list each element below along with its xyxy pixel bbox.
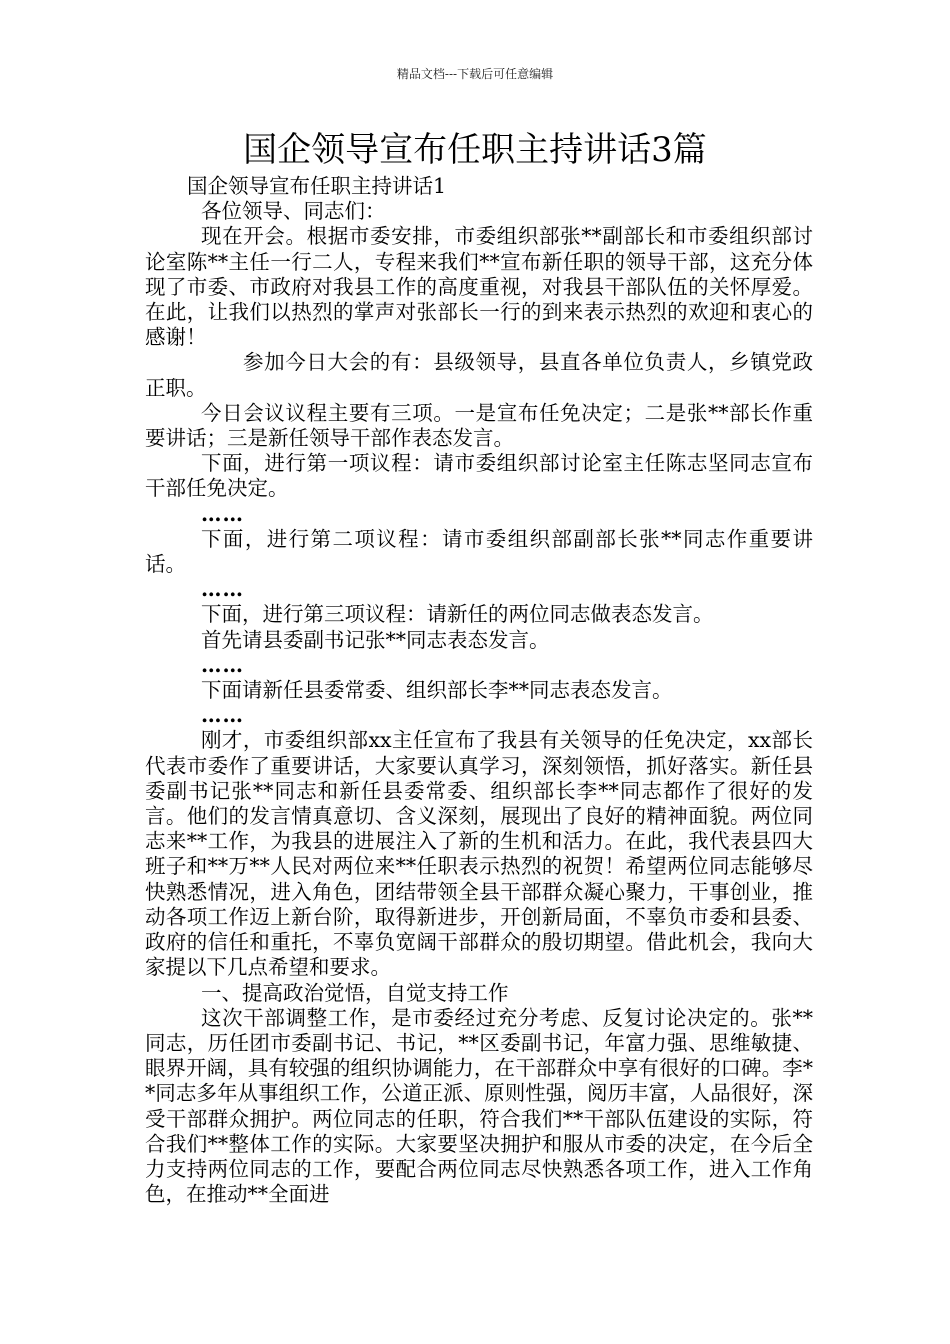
paragraph: 下面请新任县委常委、组织部长李**同志表态发言。 xyxy=(201,678,673,703)
ellipsis-separator: …… xyxy=(201,703,244,728)
paragraph: 参加今日大会的有：县级领导，县直各单位负责人，乡镇党政正职。 xyxy=(145,350,813,400)
paragraph: 这次干部调整工作，是市委经过充分考虑、反复讨论决定的。张**同志，历任团市委副书记、书记，**区委副书记，年富力强、思维敏捷、眼界开阔，具有较强的组织协调能力，在干部群众中享有很好的口碑。李**同志多年从事组织工作，公道正派、原则性强，阅历丰富，人品很好，深受干部群众拥护。两位同志的任职，符合我们**干部队伍建设的实际，符合我们**整体工作的实际。大家要坚决拥护和服从市委的决定，在今后全力支持两位同志的工作，要配合两位同志尽快熟悉各项工作，进入工作角色，在推动**全面进 xyxy=(145,1005,813,1207)
ellipsis-separator: …… xyxy=(201,577,244,602)
document-title: 国企领导宣布任职主持讲话3篇 xyxy=(243,130,707,170)
paragraph: 现在开会。根据市委安排，市委组织部张**副部长和市委组织部讨论室陈**主任一行二人，专程来我们**宣布新任职的领导干部，这充分体现了市委、市政府对我县工作的高度重视，对我县干部队伍的关怀厚爱。在此，让我们以热烈的掌声对张部长一行的到来表示热烈的欢迎和衷心的感谢！ xyxy=(145,224,813,350)
ellipsis-separator: …… xyxy=(201,652,244,677)
header-note: 精品文档---下载后可任意编辑 xyxy=(396,67,554,81)
paragraph: 刚才，市委组织部xx主任宣布了我县有关领导的任免决定，xx部长代表市委作了重要讲话，大家要认真学习，深刻领悟，抓好落实。新任县委副书记张**同志和新任县委常委、组织部长李**同志都作了很好的发言。他们的发言情真意切、含义深刻，展现出了良好的精神面貌。两位同志来**工作，为我县的进展注入了新的生机和活力。在此，我代表县四大班子和**万**人民对两位来**任职表示热烈的祝贺！希望两位同志能够尽快熟悉情况，进入角色，团结带领全县干部群众凝心聚力，干事创业，推动各项工作迈上新台阶，取得新进步，开创新局面，不辜负市委和县委、政府的信任和重托，不辜负宽阔干部群众的殷切期望。借此机会，我向大家提以下几点希望和要求。 xyxy=(145,728,813,980)
paragraph: 各位领导、同志们： xyxy=(201,199,386,224)
paragraph: 下面，进行第三项议程：请新任的两位同志做表态发言。 xyxy=(201,602,714,627)
paragraph: 国企领导宣布任职主持讲话1 xyxy=(187,174,447,198)
paragraph: 下面，进行第一项议程：请市委组织部讨论室主任陈志坚同志宣布干部任免决定。 xyxy=(145,451,813,501)
paragraph: 首先请县委副书记张**同志表态发言。 xyxy=(201,627,550,652)
document-body xyxy=(145,174,813,1207)
ellipsis-separator: …… xyxy=(201,501,244,526)
paragraph: 一、提高政治觉悟，自觉支持工作 xyxy=(201,980,509,1005)
paragraph: 下面，进行第二项议程：请市委组织部副部长张**同志作重要讲话。 xyxy=(145,526,813,577)
paragraph: 今日会议议程主要有三项。一是宣布任免决定；二是张**部长作重要讲话；三是新任领导干部作表态发言。 xyxy=(145,400,813,451)
